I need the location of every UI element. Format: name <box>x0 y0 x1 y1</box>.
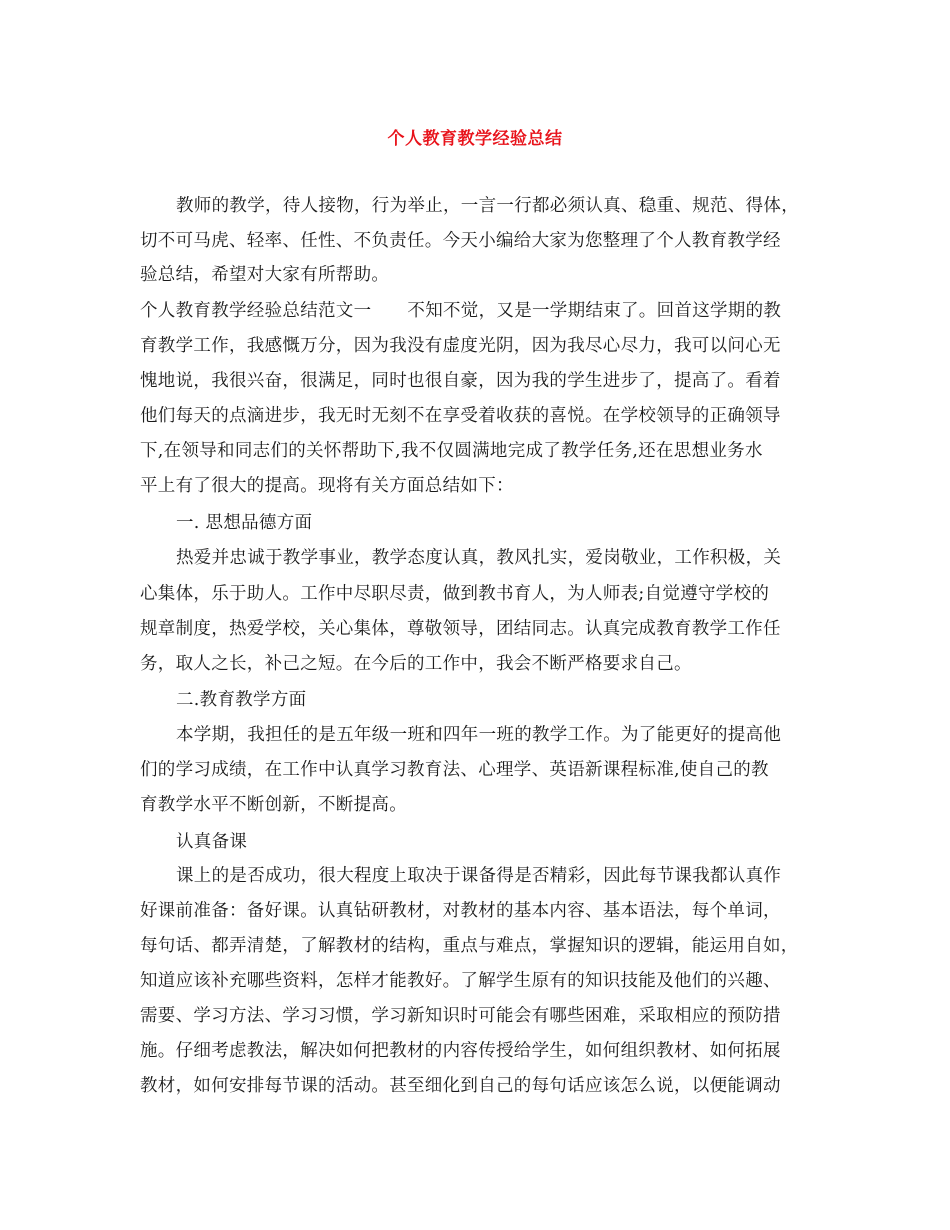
paragraph-text: 不知不觉，又是一学期结束了。回首这学期的教 <box>407 301 782 321</box>
section-heading-sample-one: 个人教育教学经验总结范文一 <box>140 301 372 321</box>
paragraph-line: 育教学水平不断创新，不断提高。 <box>140 795 407 815</box>
paragraph-line: 好课前准备：备好课。认真钻研教材，对教材的基本内容、基本语法，每个单词， <box>140 901 781 921</box>
paragraph-line: 课上的是否成功，很大程度上取决于课备得是否精彩，因此每节课我都认真作 <box>176 866 782 886</box>
paragraph-line: 务，取人之长，补己之短。在今后的工作中，我会不断严格要求自己。 <box>140 654 692 674</box>
paragraph-line: 愧地说，我很兴奋，很满足，同时也很自豪，因为我的学生进步了，提高了。看着 <box>140 371 781 391</box>
paragraph-line: 他们每天的点滴进步，我无时无刻不在享受着收获的喜悦。在学校领导的正确领导 <box>140 406 781 426</box>
paragraph-line: 规章制度，热爱学校，关心集体，尊敬领导，团结同志。认真完成教育教学工作任 <box>140 619 781 639</box>
paragraph-line: 验总结，希望对大家有所帮助。 <box>140 265 390 285</box>
paragraph-line: 施。仔细考虑教法，解决如何把教材的内容传授给学生，如何组织教材、如何拓展 <box>140 1041 781 1061</box>
paragraph-line: 们的学习成绩，在工作中认真学习教育法、心理学、英语新课程标准,使自己的教 <box>140 760 769 780</box>
section-heading-moral: 一. 思想品德方面 <box>176 513 313 533</box>
paragraph-line: 知道应该补充哪些资料，怎样才能教好。了解学生原有的知识技能及他们的兴趣、 <box>140 971 781 991</box>
paragraph-line: 本学期，我担任的是五年级一班和四年一班的教学工作。为了能更好的提高他 <box>176 725 782 745</box>
paragraph-line: 下,在领导和同志们的关怀帮助下,我不仅圆满地完成了教学任务,还在思想业务水 <box>140 441 763 461</box>
paragraph-line: 每句话、都弄清楚，了解教材的结构，重点与难点，掌握知识的逻辑，能运用自如， <box>140 936 799 956</box>
paragraph-line: 热爱并忠诚于教学事业，教学态度认真，教风扎实，爱岗敬业，工作积极，关 <box>176 548 782 568</box>
section-heading-teaching: 二.教育教学方面 <box>176 690 307 710</box>
paragraph-line: 心集体，乐于助人。工作中尽职尽责，做到教书育人，为人师表;自觉遵守学校的 <box>140 584 770 604</box>
paragraph-line: 教师的教学，待人接物，行为举止，一言一行都必须认真、稳重、规范、得体， <box>176 196 799 216</box>
document-title: 个人教育教学经验总结 <box>387 129 563 149</box>
paragraph-line: 需要、学习方法、学习习惯，学习新知识时可能会有哪些困难，采取相应的预防措 <box>140 1006 781 1026</box>
paragraph-line: 教材，如何安排每节课的活动。甚至细化到自己的每句话应该怎么说，以便能调动 <box>140 1076 781 1096</box>
paragraph-line: 切不可马虎、轻率、任性、不负责任。今天小编给大家为您整理了个人教育教学经 <box>140 231 781 251</box>
paragraph-line: 平上有了很大的提高。现将有关方面总结如下： <box>140 476 514 496</box>
paragraph-line: 育教学工作，我感慨万分，因为我没有虚度光阴，因为我尽心尽力，我可以问心无 <box>140 336 781 356</box>
paragraph-line <box>140 299 781 323</box>
section-heading-lesson-prep: 认真备课 <box>176 832 248 852</box>
